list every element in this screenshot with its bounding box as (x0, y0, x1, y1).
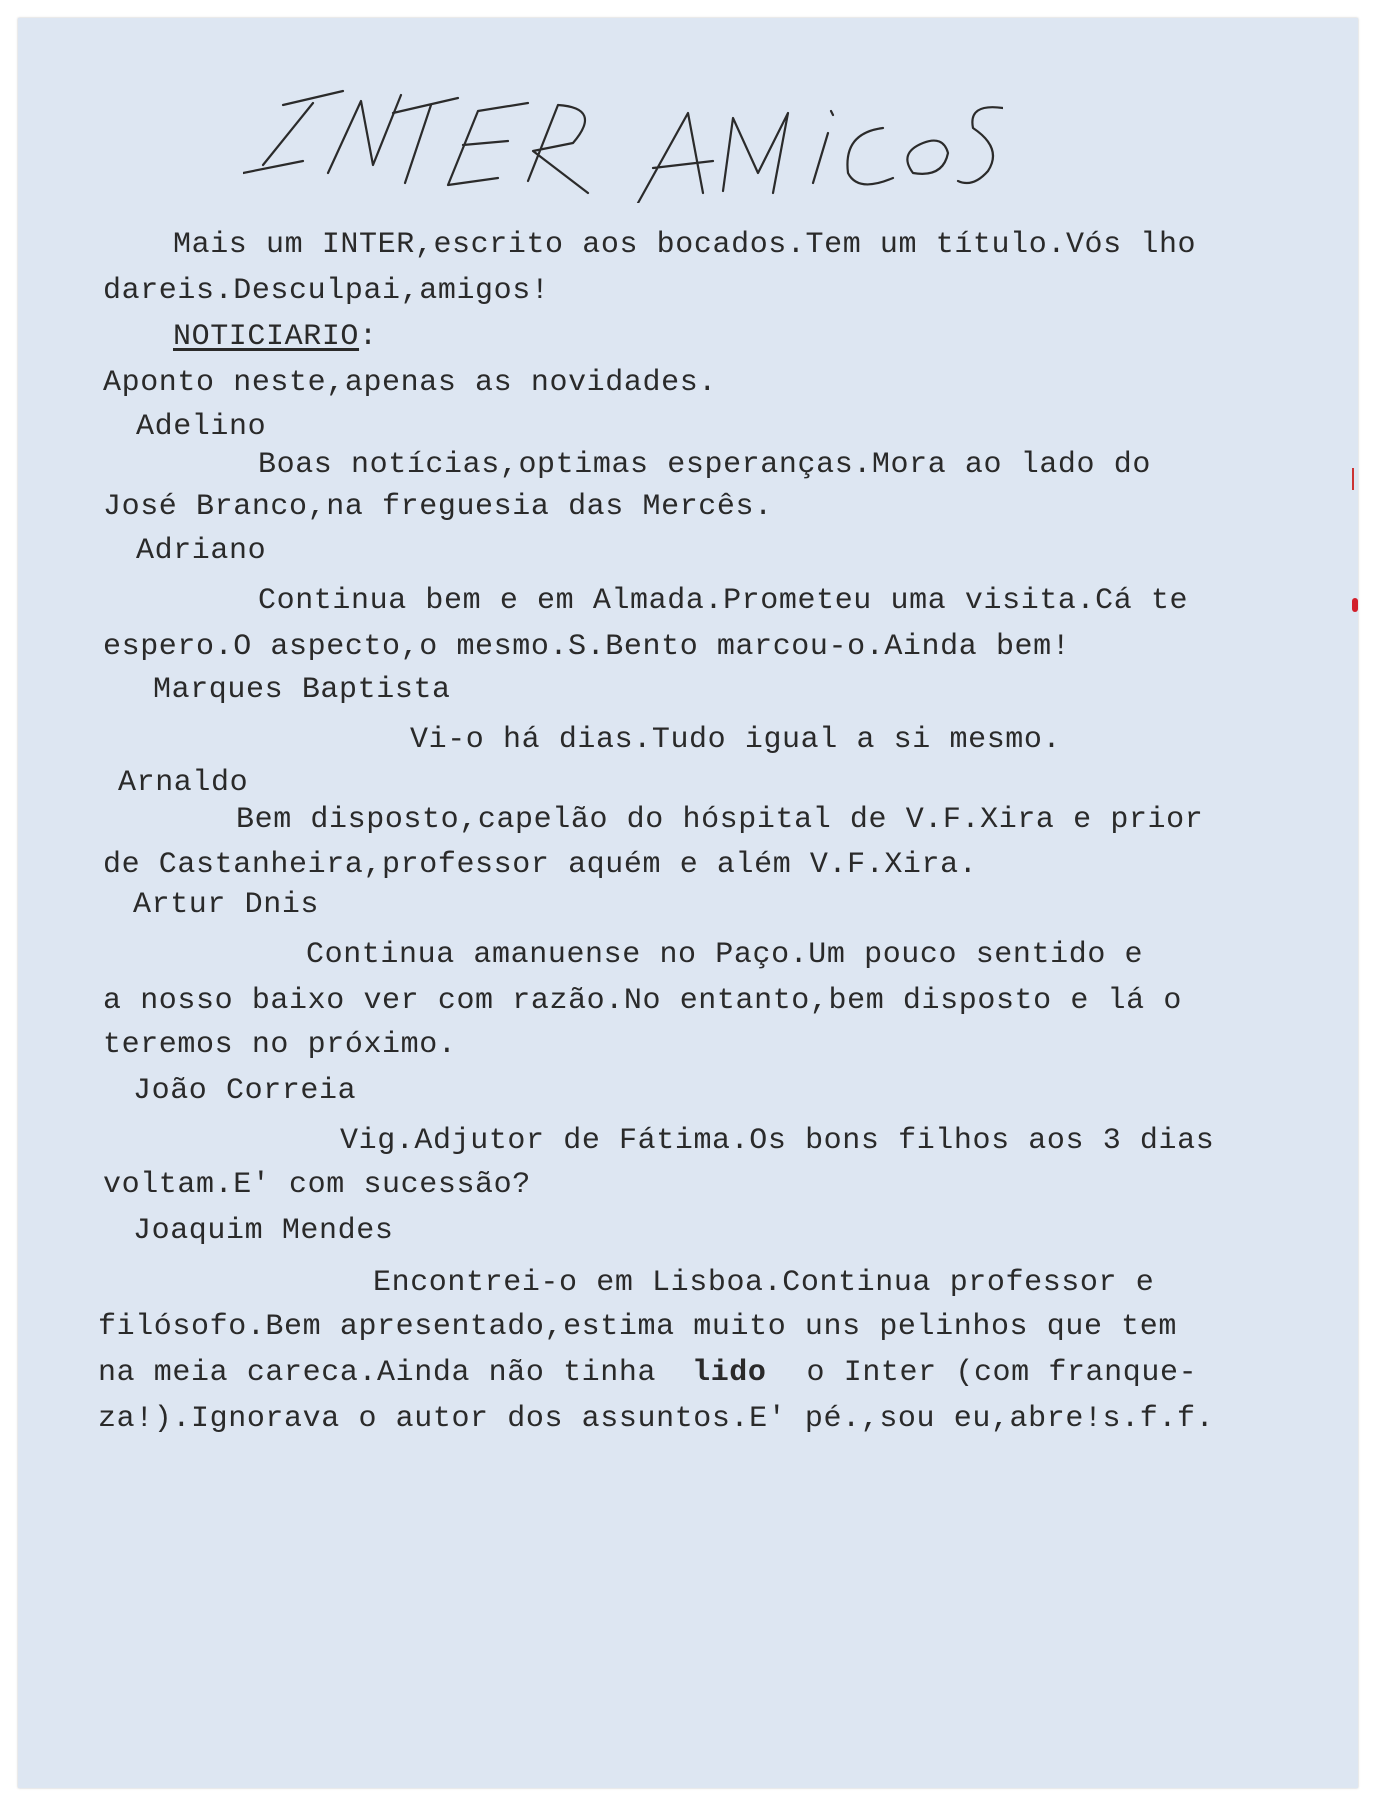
red-edge-mark (1352, 468, 1354, 490)
section-heading (173, 320, 378, 354)
document-page (18, 18, 1358, 1788)
text-line: espero.O aspecto,o mesmo.S.Bento marcou-o.Ainda bem! (103, 630, 1071, 664)
text-line: de Castanheira,professor aquém e além V.F.Xira. (103, 848, 978, 882)
text-line: Bem disposto,capelão do hóspital de V.F.Xira e prior (236, 803, 1204, 837)
text-line (98, 1356, 1197, 1390)
text-line: Boas notícias,optimas esperanças.Mora ao lado do (258, 448, 1151, 482)
text-line: Continua bem e em Almada.Prometeu uma visita.Cá te (258, 584, 1189, 618)
heading-colon: : (359, 320, 378, 354)
text-line: Vig.Adjutor de Fátima.Os bons filhos aos 3 dias (340, 1124, 1215, 1158)
entry-name: João Correia (133, 1074, 357, 1108)
entry-name: Arnaldo (118, 766, 249, 800)
entry-name: Adriano (136, 534, 267, 568)
text-line: voltam.E' com sucessão? (103, 1168, 531, 1202)
bold-word: lido (692, 1356, 767, 1390)
text-segment: o Inter (com franque- (806, 1356, 1198, 1390)
text-line: José Branco,na freguesia das Mercês. (103, 490, 773, 524)
heading-label: NOTICIARIO (173, 320, 360, 354)
text-line: dareis.Desculpai,amigos! (103, 274, 550, 308)
entry-name: Adelino (136, 410, 267, 444)
text-line: Encontrei-o em Lisboa.Continua professor e (373, 1266, 1155, 1300)
handwritten-title (243, 73, 1003, 203)
text-line: Vi-o há dias.Tudo igual a si mesmo. (410, 723, 1062, 757)
text-line: teremos no próximo. (103, 1028, 457, 1062)
red-edge-dot (1352, 598, 1358, 612)
text-line: Mais um INTER,escrito aos bocados.Tem um título.Vós lho (173, 228, 1197, 262)
text-segment: na meia careca.Ainda não tinha (98, 1356, 657, 1390)
text-line: a nosso baixo ver com razão.No entanto,bem disposto e lá o (103, 984, 1182, 1018)
handwritten-title-drawing (243, 73, 1003, 203)
text-line: Continua amanuense no Paço.Um pouco sentido e (306, 938, 1144, 972)
entry-name: Marques Baptista (153, 673, 451, 707)
entry-name: Artur Dnis (133, 888, 320, 922)
text-line: za!).Ignorava o autor dos assuntos.E' pé.,sou eu,abre!s.f.f. (98, 1402, 1215, 1436)
entry-name: Joaquim Mendes (133, 1214, 394, 1248)
text-line: Aponto neste,apenas as novidades. (103, 366, 717, 400)
text-line: filósofo.Bem apresentado,estima muito uns pelinhos que tem (98, 1310, 1177, 1344)
